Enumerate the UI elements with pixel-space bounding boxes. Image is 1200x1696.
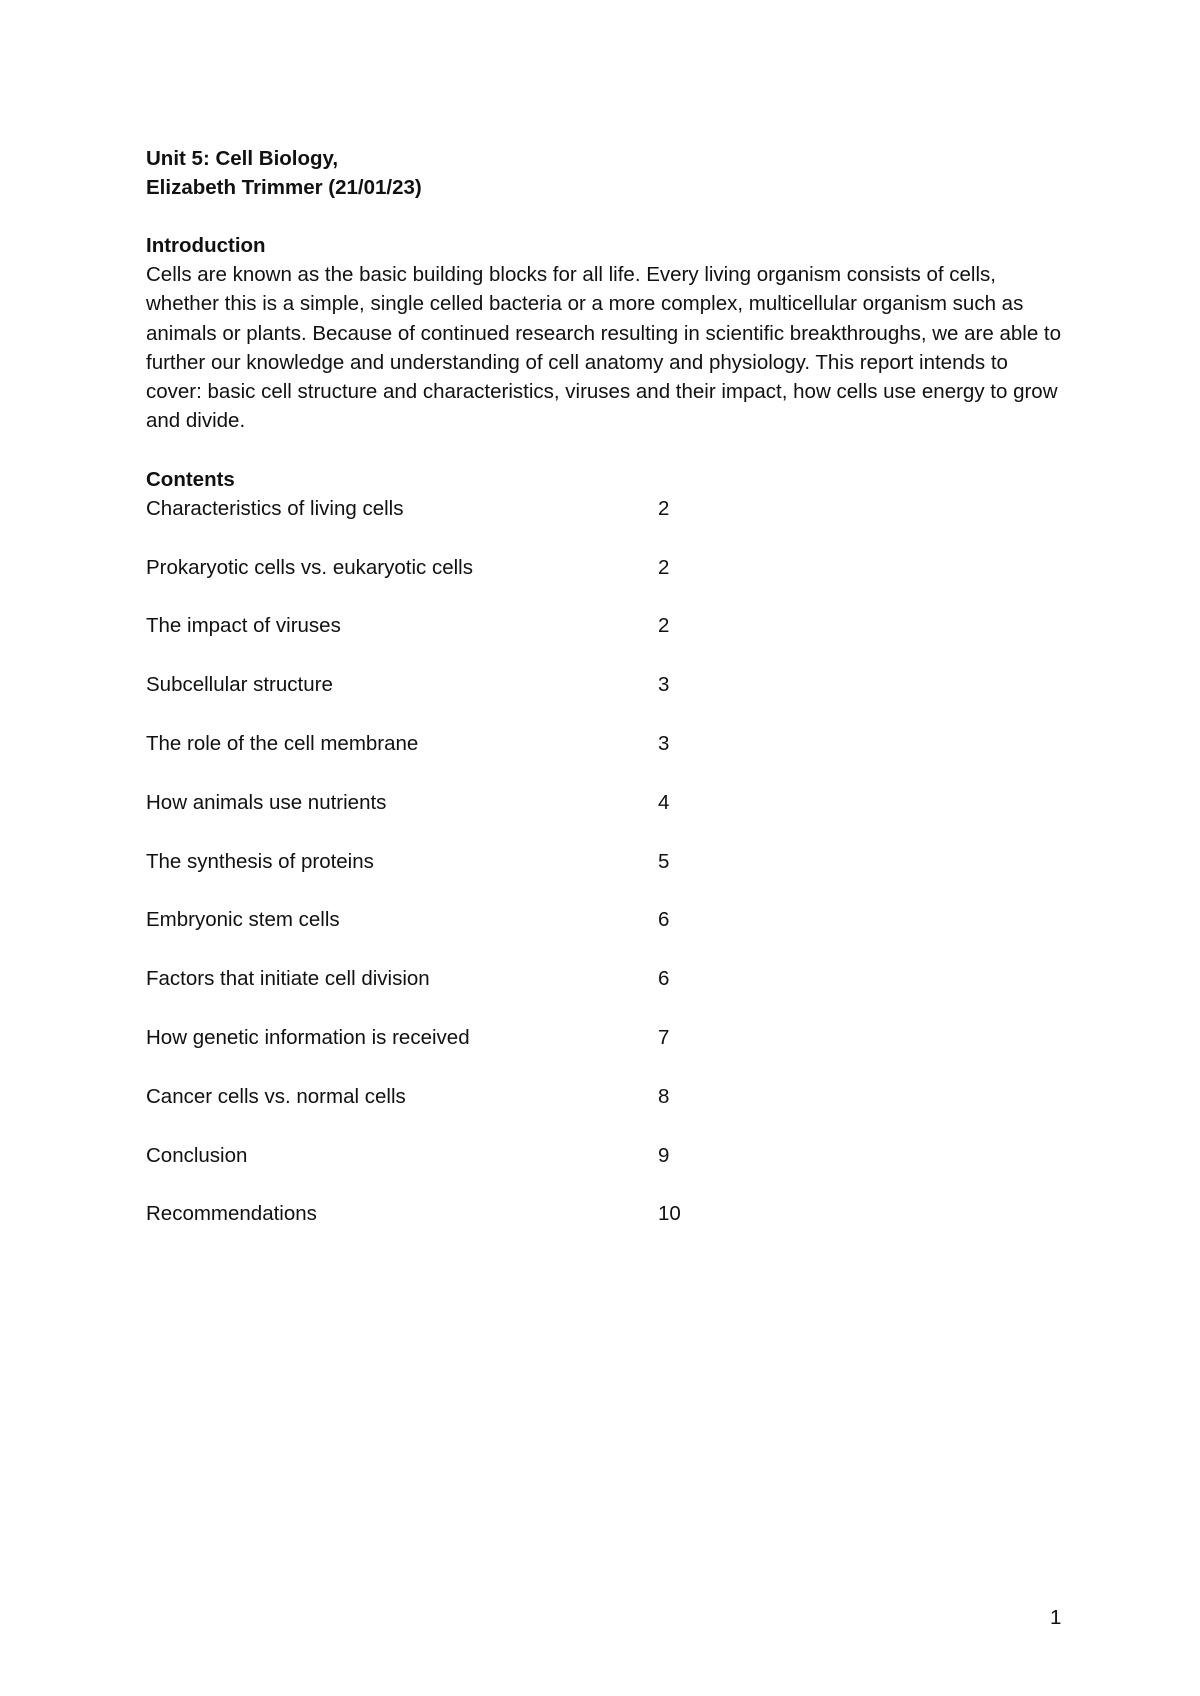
toc-entry-page: 9 [658,1143,670,1167]
toc-entry [146,670,1066,729]
toc-entry-page: 7 [658,1025,670,1049]
toc-entry-title: How genetic information is received [146,1025,470,1049]
toc-entry-title: The synthesis of proteins [146,849,374,873]
toc-entry-title: Subcellular structure [146,673,333,697]
toc-entry-title: Prokaryotic cells vs. eukaryotic cells [146,555,473,579]
toc-entry [146,1199,1066,1258]
toc-entry [146,847,1066,906]
introduction-heading: Introduction [146,234,266,257]
toc-entry-page: 6 [658,908,670,932]
toc-entry [146,905,1066,964]
toc-entry [146,1141,1066,1200]
toc-entry-title: The role of the cell membrane [146,731,419,755]
table-of-contents [146,494,1066,1258]
introduction-body: Cells are known as the basic building blocks for all life. Every living organism consists of cells, whether this is a simple, single celled bacteria or a more complex, multicellular organism such as animals or plants. Because of continued research resulting in scientific breakthroughs, we are able to further our knowledge and understanding of cell anatomy and physiology. This report intends to cover: basic cell structure and characteristics, viruses and their impact, how cells use energy to grow and divide. [146,263,1062,433]
toc-entry-title: Conclusion [146,1143,248,1167]
toc-entry [146,964,1066,1023]
toc-entry-page: 2 [658,614,670,638]
toc-entry-title: How animals use nutrients [146,790,387,814]
toc-entry-page: 4 [658,790,670,814]
toc-entry-page: 8 [658,1084,670,1108]
toc-entry [146,1082,1066,1141]
toc-entry-title: The impact of viruses [146,614,341,638]
toc-entry [146,788,1066,847]
toc-entry-page: 6 [658,967,670,991]
toc-entry-title: Factors that initiate cell division [146,967,430,991]
toc-entry-page: 2 [658,496,670,520]
page-content [146,144,1066,1258]
contents-heading: Contents [146,467,235,491]
toc-entry [146,1023,1066,1082]
toc-entry-page: 5 [658,849,670,873]
toc-entry-page: 2 [658,555,670,579]
page-number: 1 [1050,1606,1062,1629]
toc-entry-title: Recommendations [146,1202,317,1226]
toc-entry [146,553,1066,612]
toc-entry [146,494,1066,553]
document-title: Unit 5: Cell Biology, [146,147,339,170]
toc-entry-page: 3 [658,731,670,755]
toc-entry-title: Cancer cells vs. normal cells [146,1084,406,1108]
toc-entry-title: Characteristics of living cells [146,496,404,520]
toc-entry-page: 10 [658,1202,681,1226]
toc-entry [146,611,1066,670]
toc-entry-title: Embryonic stem cells [146,908,340,932]
toc-entry [146,729,1066,788]
author-date-line: Elizabeth Trimmer (21/01/23) [146,176,422,199]
toc-entry-page: 3 [658,673,670,697]
